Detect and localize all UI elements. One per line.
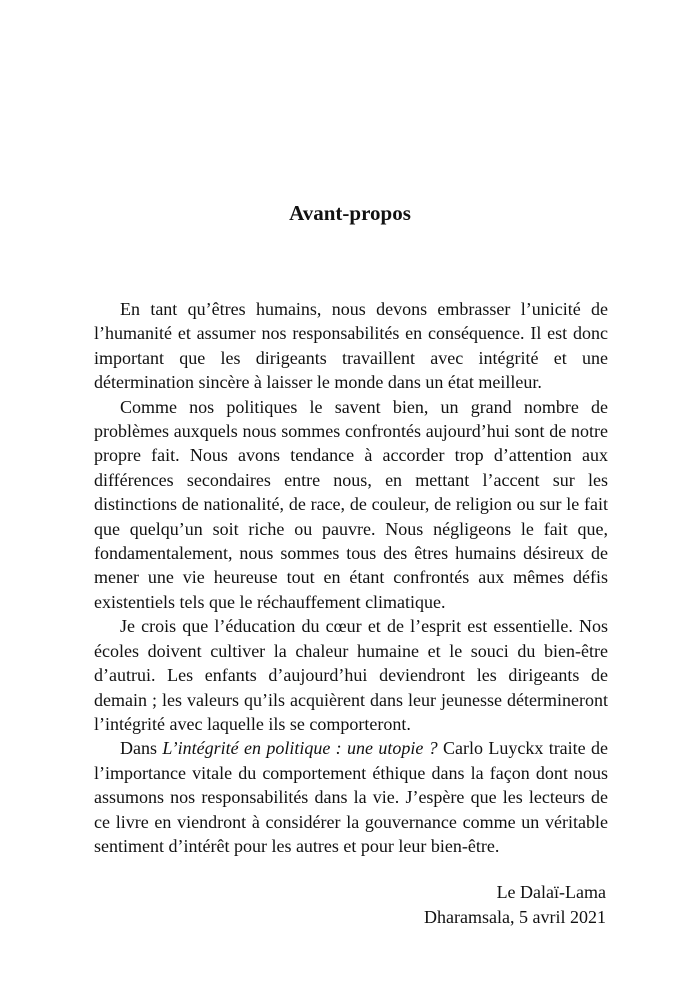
signature-block: [424, 880, 606, 930]
signature-name: Le Dalaï-Lama: [496, 882, 606, 902]
paragraph-2: Comme nos politiques le savent bien, un grand nombre de problèmes auxquels nous sommes confrontés aujourd’hui sont de notre propre fait. Nous avons tendance à accorder trop d’attention aux différences secondaires entre nous, en mettant l’accent sur les distinctions de nationalité, de race, de couleur, de religion ou sur le fait que quelqu’un soit riche ou pauvre. Nous négligeons le fait que, fondamentalement, nous sommes tous des êtres humains désireux de mener une vie heureuse tout en étant confrontés aux mêmes défis existentiels tels que le réchauffement climatique.: [94, 396, 608, 612]
page-title: Avant-propos: [289, 201, 411, 225]
paragraph-4-rest: Carlo Luyckx traite de l’importance vitale du comportement éthique dans la façon dont nous assumons nos responsabilités dans la vie. J’espère que les lecteurs de ce livre en viendront à considérer la gouvernance comme un véritable sentiment d’intérêt pour les autres et pour leur bien-être.: [94, 738, 608, 856]
book-title-italic: L’intégrité en politique : une utopie ?: [162, 738, 438, 759]
signature-place-date: Dharamsala, 5 avril 2021: [424, 907, 606, 927]
paragraph-3: Je crois que l’éducation du cœur et de l’esprit est essentielle. Nos écoles doivent cultiver la chaleur humaine et le souci du bien-être d’autrui. Les enfants d’aujourd’hui deviendront les dirigeants de demain ; les valeurs qu’ils acquièrent dans leur jeunesse détermineront l’intégrité avec laquelle ils se comporteront.: [94, 616, 608, 734]
body-text: [94, 297, 608, 858]
paragraph-4: [94, 736, 608, 858]
paragraph-4-lead: Dans: [120, 738, 163, 759]
paragraph-1: En tant qu’êtres humains, nous devons embrasser l’unicité de l’humanité et assumer nos responsabilités en conséquence. Il est donc important que les dirigeants travaillent avec intégrité et une détermination sincère à laisser le monde dans un état meilleur.: [94, 299, 608, 393]
